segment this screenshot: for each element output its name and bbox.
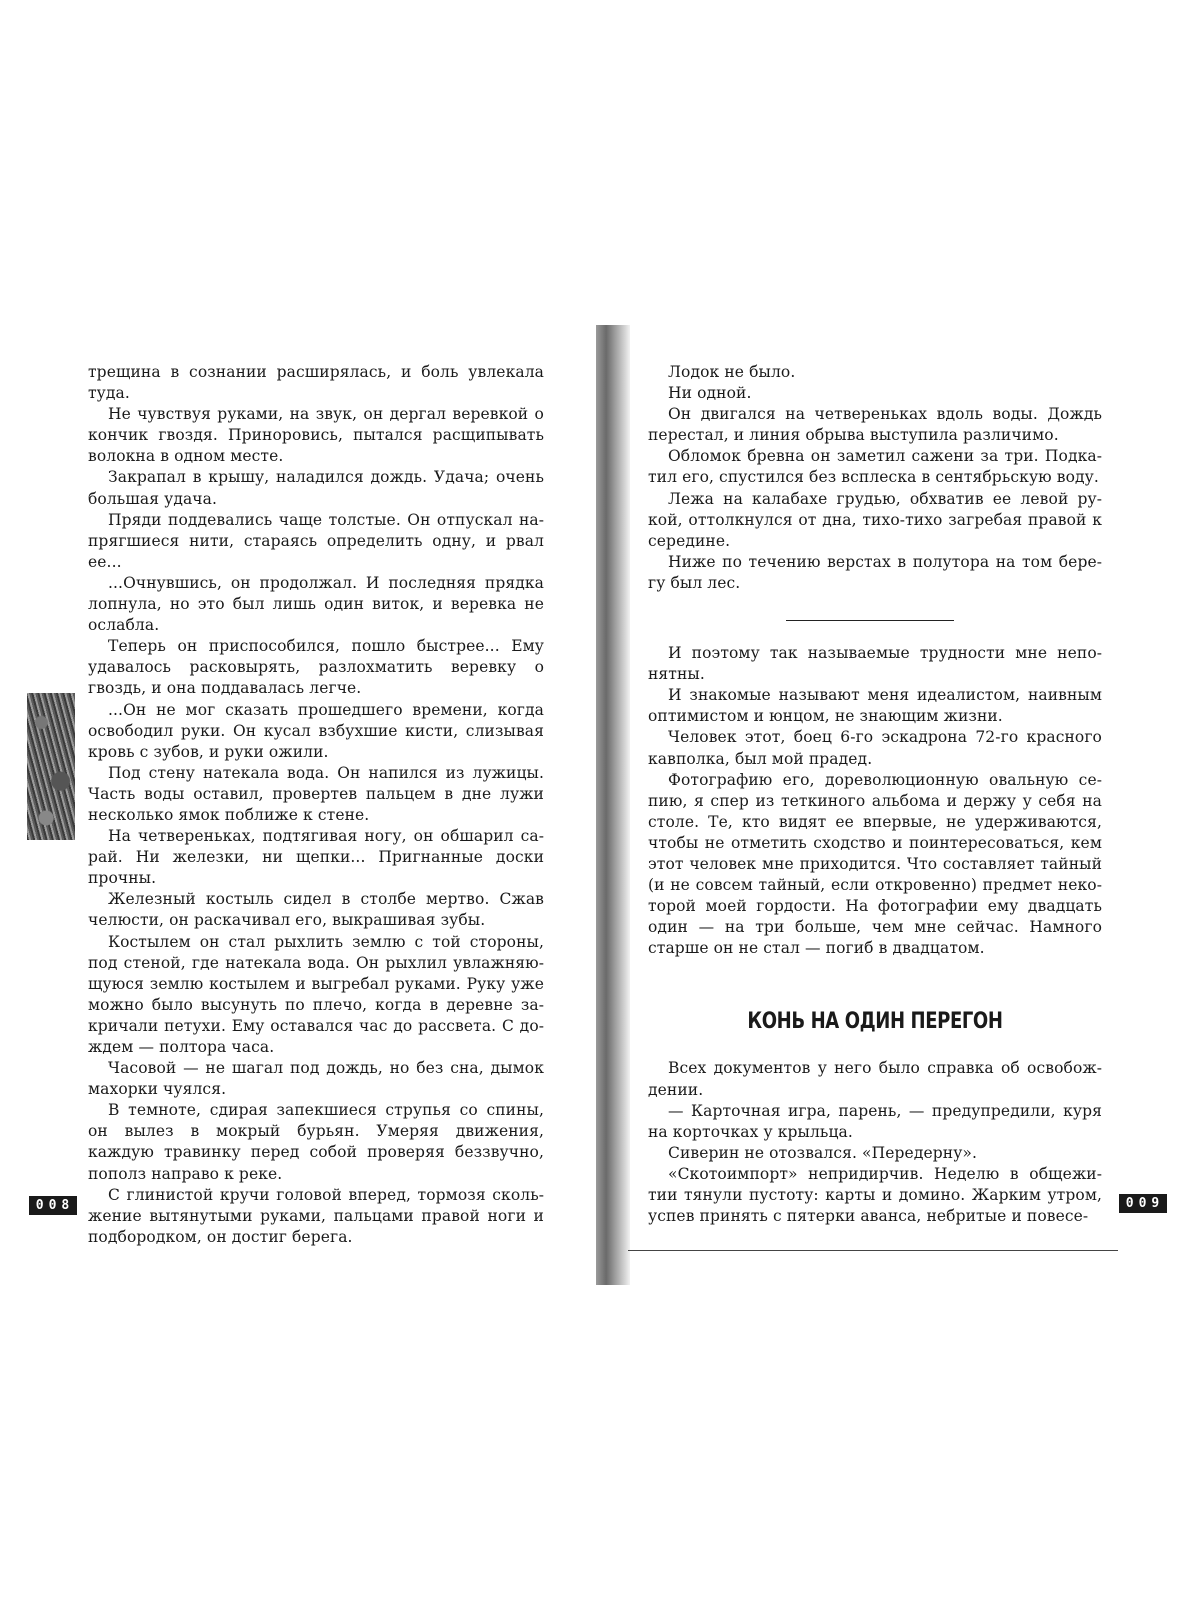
- paragraph: Обломок бревна он заметил сажени за три. Подкатил его, спустился без всплеска в сентябрьскую воду.: [648, 447, 1102, 487]
- page-number-right: 009: [1119, 1194, 1167, 1213]
- paragraph: «Скотоимпорт» непридирчив. Неделю в общежитии тянули пустоту: карты и домино. Жарким утром, успев принять с пятерки аванса, небритые и повесе-: [648, 1164, 1102, 1226]
- paragraph: Сиверин не отозвался. «Передерну».: [668, 1143, 978, 1162]
- paragraph: Не чувствуя руками, на звук, он дергал веревкой о кончик гвоздя. Приноровись, пытался расщипывать волокна в одном месте.: [88, 405, 544, 466]
- paragraph: Железный костыль сидел в столбе мертво. Сжав челюсти, он раскачивал его, выкрашивая зубы.: [88, 890, 544, 930]
- paragraph: Он двигался на четвереньках вдоль воды. Дождь перестал, и линия обрыва выступила различимо.: [648, 405, 1102, 445]
- left-page: [88, 362, 544, 1248]
- paragraph: Лодок не было.: [668, 363, 796, 381]
- paragraph: С глинистой кручи головой вперед, тормозя скольжение вытянутыми руками, пальцами правой ноги и подбородком, он достиг берега.: [88, 1185, 544, 1246]
- paragraph: Закрапал в крышу, наладился дождь. Удача; очень большая удача.: [88, 468, 544, 508]
- section-divider: [786, 620, 954, 621]
- paragraph: На четвереньках, подтягивая ногу, он обшарил сарай. Ни железки, ни щепки... Пригнанные доски прочны.: [88, 827, 544, 888]
- paragraph: ...Он не мог сказать прошедшего времени, когда освободил руки. Он кусал взбухшие кисти, слизывая кровь с зубов, и руки ожили.: [88, 700, 544, 761]
- side-decorative-image: [27, 693, 75, 840]
- paragraph: Ниже по течению верстах в полутора на том берегу был лес.: [648, 552, 1102, 592]
- page-number-left: 008: [29, 1196, 77, 1215]
- paragraph: Ни одной.: [668, 384, 752, 403]
- paragraph: Часовой — не шагал под дождь, но без сна, дымок махорки чуялся.: [88, 1059, 544, 1099]
- paragraph: Костылем он стал рыхлить землю с той стороны, под стеной, где натекала вода. Он рыхлил увлажняющуюся землю костылем и выгребал руками. Руку уже можно было высунуть по плечо, когда в деревне закричали петухи. Ему оставался час до рассвета. С дождем — полтора часа.: [88, 932, 544, 1056]
- gutter-shadow: [596, 325, 630, 1285]
- paragraph: Теперь он приспособился, пошло быстрее... Ему удавалось расковырять, разлохматить веревку о гвоздь, и она поддавалась легче.: [88, 637, 544, 698]
- chapter-title: КОНЬ НА ОДИН ПЕРЕГОН: [747, 1009, 1003, 1035]
- paragraph: трещина в сознании расширялась, и боль увлекала туда.: [88, 363, 544, 403]
- paragraph: И знакомые называют меня идеалистом, наивным оптимистом и юнцом, не знающим жизни.: [648, 686, 1102, 726]
- paragraph: Всех документов у него было справка об освобождении.: [648, 1059, 1102, 1099]
- paragraph: Человек этот, боец 6-го эскадрона 72-го красного кавполка, был мой прадед.: [648, 728, 1102, 768]
- paragraph: И поэтому так называемые трудности мне непонятны.: [648, 644, 1102, 684]
- paragraph: Под стену натекала вода. Он напился из лужицы. Часть воды оставил, провертев пальцем в дне лужи несколько ямок поближе к стене.: [88, 763, 544, 824]
- page-edge-line: [628, 1250, 1118, 1251]
- right-page: [648, 362, 1102, 1227]
- paragraph: ...Очнувшись, он продолжал. И последняя прядка лопнула, но это был лишь один виток, и веревка не ослабла.: [88, 573, 544, 635]
- paragraph: Лежа на калабахе грудью, обхватив ее левой рукой, оттолкнулся от дна, тихо-тихо загребая правой к середине.: [648, 489, 1102, 550]
- paragraph: Фотографию его, дореволюционную овальную сепию, я спер из теткиного альбома и держу у себя на столе. Те, кто видят ее впервые, не удерживаются, чтобы не отметить сходство и поинтересоваться, кем этот человек мне приходится. Что составляет тайный (и не совсем тайный, если откровенно) предмет некоторой моей гордости. На фотографии ему двадцать один — на три больше, чем мне сейчас. Намного старше он не стал — погиб в двадцатом.: [648, 770, 1102, 958]
- paragraph: — Карточная игра, парень, — предупредили, куря на корточках у крыльца.: [648, 1101, 1102, 1141]
- paragraph: Пряди поддевались чаще толстые. Он отпускал напрягшиеся нити, стараясь определить одну, и рвал ее...: [88, 510, 544, 571]
- paragraph: В темноте, сдирая запекшиеся струпья со спины, он вылез в мокрый бурьян. Умеряя движения, каждую травинку перед собой проверяя беззвучно, пополз направо к реке.: [88, 1101, 544, 1183]
